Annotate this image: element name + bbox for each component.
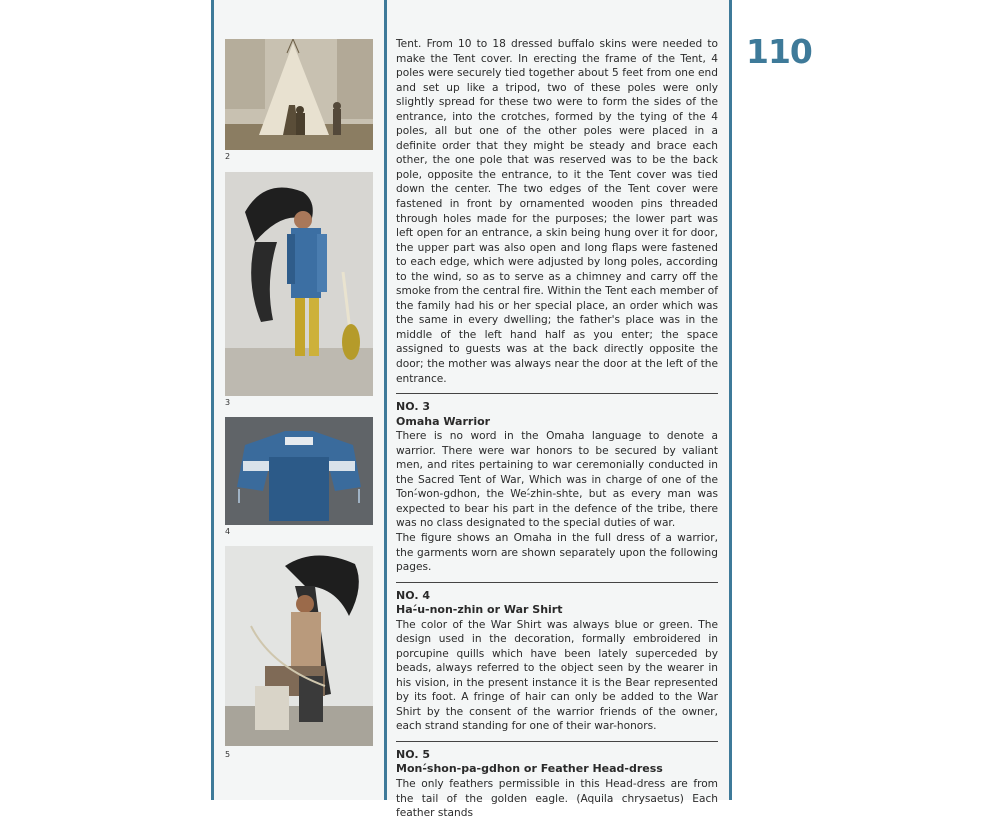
page-number: 110 — [746, 32, 812, 71]
column-rule-right — [729, 0, 732, 800]
section-title: Ha-́u-non-zhin or War Shirt — [396, 603, 563, 617]
section-number: NO. 5 — [396, 747, 430, 761]
section-number: NO. 4 — [396, 588, 430, 602]
omaha-warrior-standing-photo — [225, 172, 373, 396]
article-text — [396, 37, 718, 821]
warrior-with-bow-photo — [225, 546, 373, 746]
section-title: Omaha Warrior — [396, 414, 491, 428]
figure-caption-3: 3 — [225, 398, 231, 407]
section-paragraph: The only feathers permissible in this Head-dress are from the tail of the golden eagle. (Aquila chrysaetus) Each feather stands — [396, 777, 718, 820]
figure-caption-2: 2 — [225, 152, 231, 161]
section-divider — [396, 393, 718, 394]
intro-paragraph: Tent. From 10 to 18 dressed buffalo skins were needed to make the Tent cover. In erecting the frame of the Tent, 4 poles were securely tied together about 5 feet from one end and set up like a tripod, two of these poles were only slightly spread for these two were to form the sides of the entrance, into the crotches, formed by the tying of the 4 poles, all but one of the other poles were placed in a definite order that they might be steady and brace each other, the one pole that was reserved was to be the back pole, opposite the entrance, to it the Tent cover was tied down the center. The two edges of the Tent cover were fastened in front by ornamented wooden pins threaded through holes made for the purposes; the lower part was left open for an entrance, a skin being hung over it for door, the upper part was also open and long flaps were fastened to each edge, which were adjusted by long poles, according to the wind, so as to serve as a chimney and carry off the smoke from the central fire. Within the Tent each member of the family had his or her special place, an order which was the same in every dwelling; the father's place was in the middle of the left hand half as you enter; the space assigned to guests was at the back directly opposite the door; the mother was always near the door at the left of the entrance. — [396, 38, 718, 385]
figure-caption-5: 5 — [225, 750, 231, 759]
warrior-bow-illustration — [225, 546, 373, 746]
section-paragraph: The color of the War Shirt was always blue or green. The design used in the decoration, formally embroidered in porcupine quills which have been lately superceded by beads, always referred to the object seen by the wearer in his vision, in the present instance it is the Bear represented by its foot. A fringe of hair can only be added to the War Shirt by the consent of the warrior friends of the owner, each strand standing for one of their war-honors. — [396, 618, 718, 733]
war-shirt-illustration — [225, 417, 373, 525]
column-rule-middle — [384, 0, 387, 800]
section-paragraph: There is no word in the Omaha language to denote a warrior. There were war honors to be secured by valiant men, and rites pertaining to war ceremonially conducted in the Sacred Tent of War, Which was in charge of one of the Ton-́won-gdhon, the We-́zhin-shte, but as every man was expected to bear his part in the defence of the tribe, there was no class designated to the special duties of war. — [396, 430, 718, 530]
section-divider — [396, 741, 718, 742]
section-number: NO. 3 — [396, 400, 430, 414]
tipi-illustration — [225, 39, 373, 150]
war-shirt-photo — [225, 417, 373, 525]
section-title: Mon-́shon-pa-gdhon or Feather Head-dress — [396, 762, 663, 776]
section-paragraph: The figure shows an Omaha in the full dress of a warrior, the garments worn are shown separately upon the following pages. — [396, 531, 718, 574]
figure-caption-4: 4 — [225, 527, 231, 536]
warrior-standing-illustration — [225, 172, 373, 396]
tipi-photo — [225, 39, 373, 150]
column-rule-left — [211, 0, 214, 800]
section-divider — [396, 582, 718, 583]
